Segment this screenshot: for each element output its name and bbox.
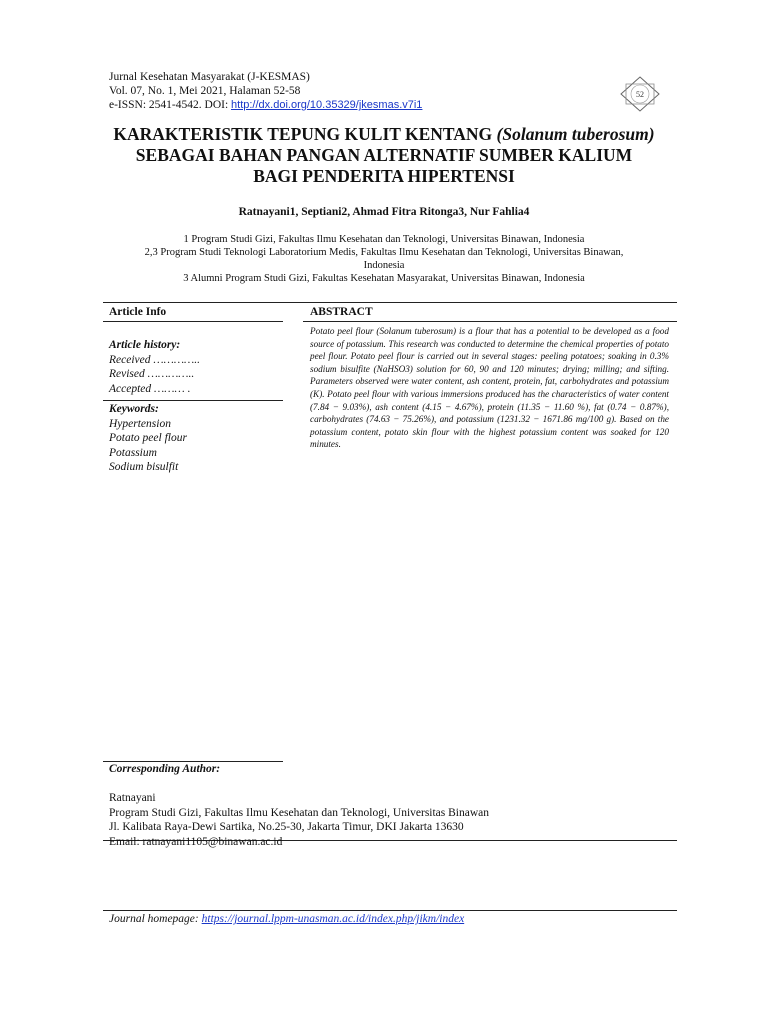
divider-footer	[103, 910, 677, 911]
accepted-date: Accepted ……… .	[109, 382, 191, 395]
article-info-label: Article Info	[109, 306, 167, 318]
divider-top	[103, 302, 677, 303]
divider-info-left	[103, 321, 283, 322]
affiliation-1: 1 Program Studi Gizi, Fakultas Ilmu Kesehatan dan Teknologi, Universitas Binawan, Indonesia	[183, 234, 585, 245]
keyword-item: Sodium bisulfit	[109, 461, 179, 473]
homepage-link[interactable]: https://journal.lppm-unasman.ac.id/index.php/jikm/index	[201, 913, 465, 925]
keywords-block	[109, 402, 187, 475]
affiliation-2: 2,3 Program Studi Teknologi Laboratorium Medis, Fakultas Ilmu Kesehatan dan Teknologi, Universitas Binawan,	[144, 247, 624, 258]
keywords-label: Keywords:	[109, 403, 159, 415]
author-list: Ratnayani1, Septiani2, Ahmad Fitra Ritonga3, Nur Fahlia4	[238, 206, 530, 218]
article-title	[60, 124, 708, 187]
issn-doi-label: e-ISSN: 2541-4542. DOI:	[109, 99, 232, 111]
corresponding-details	[109, 791, 489, 849]
homepage-label: Journal homepage:	[109, 913, 202, 925]
keyword-item: Potato peel flour	[109, 432, 187, 444]
journal-emblem-icon	[620, 76, 660, 112]
title-line-1-italic: (Solanum tuberosum)	[496, 124, 655, 144]
journal-header	[109, 70, 422, 112]
journal-homepage	[109, 913, 464, 925]
corresponding-label: Corresponding Author:	[109, 763, 221, 775]
keyword-item: Potassium	[109, 446, 157, 459]
history-label: Article history:	[109, 339, 181, 351]
affiliations	[100, 233, 668, 285]
journal-name: Jurnal Kesehatan Masyarakat (J-KESMAS)	[109, 71, 310, 83]
title-line-1-main: KARAKTERISTIK TEPUNG KULIT KENTANG	[113, 124, 497, 144]
journal-volume: Vol. 07, No. 1, Mei 2021, Halaman 52-58	[109, 85, 301, 97]
received-date: Received …………..	[109, 353, 201, 366]
doi-link[interactable]: http://dx.doi.org/10.35329/jkesmas.v7i1	[231, 99, 423, 111]
revised-date: Revised …………..	[109, 368, 195, 380]
journal-issn-doi	[109, 98, 422, 112]
divider-info-right	[303, 321, 677, 322]
abstract-text: Potato peel flour (Solanum tuberosum) is a flour that has a potential to be developed as a food source of potassium. This research was conducted to determine the chemical properties of potato peel flour. Potato peel flour is carried out in several stages: peeling potatoes; soaking in 0.3% sodium bisulfite (NaHSO3) solution for 60, 90 and 120 minutes; drying; milling; and sifting. Parameters observed were water content, ash content, protein, fat, carbohydrates and potassium (K). Potato peel flour with various immersions produced has the characteristics of water content (7.84 − 9.03%), ash content (4.15 − 4.67%), protein (11.35 − 11.60 %), fat (0.74 − 0.87%), carbohydrates (74.63 − 75.26%), and potassium (1231.32 − 1671.86 mg/100 g). Based on the potassium content, potato skin flour with the highest potassium content was soaked for 120 minutes.	[310, 326, 669, 450]
title-line-1	[60, 124, 708, 145]
title-line-2: SEBAGAI BAHAN PANGAN ALTERNATIF SUMBER KALIUM	[135, 145, 633, 165]
corresponding-name: Ratnayani	[109, 792, 156, 804]
abstract-label: ABSTRACT	[310, 306, 373, 318]
title-line-3: BAGI PENDERITA HIPERTENSI	[253, 166, 515, 186]
divider-history	[103, 400, 283, 401]
corresponding-affiliation: Program Studi Gizi, Fakultas Ilmu Kesehatan dan Teknologi, Universitas Binawan	[109, 806, 490, 819]
keyword-item: Hypertension	[109, 417, 171, 430]
page-number: 52	[636, 90, 644, 99]
affiliation-3: 3 Alumni Program Studi Gizi, Fakultas Kesehatan Masyarakat, Universitas Binawan, Indonesia	[183, 273, 585, 284]
article-history	[109, 338, 200, 396]
affiliation-2-cont: Indonesia	[363, 260, 405, 271]
corresponding-email[interactable]: Email: ratnayani1105@binawan.ac.id	[109, 835, 283, 848]
corresponding-address: Jl. Kalibata Raya-Dewi Sartika, No.25-30, Jakarta Timur, DKI Jakarta 13630	[109, 821, 464, 833]
divider-corr	[103, 761, 283, 762]
